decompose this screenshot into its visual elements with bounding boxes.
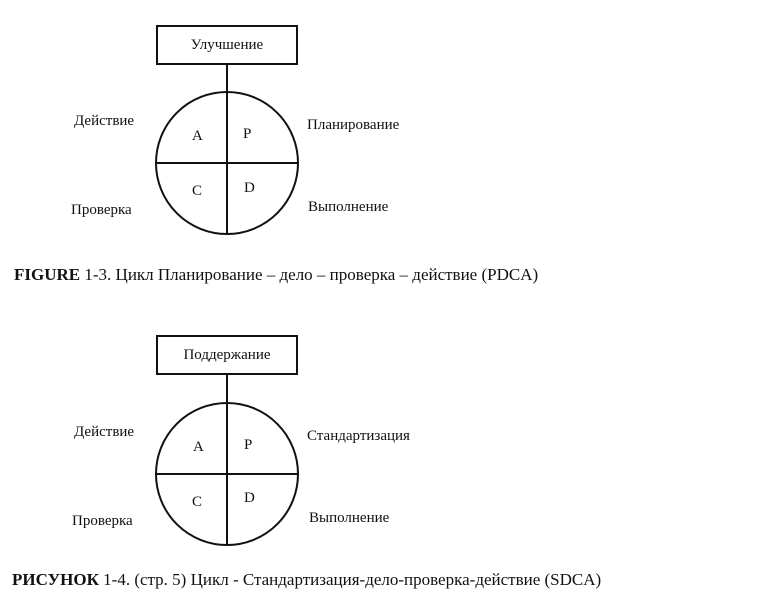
sdca-quadrant-a: A (193, 439, 204, 455)
figure-1-caption-text: 1-3. Цикл Планирование – дело – проверка – действие (PDCA) (80, 265, 539, 284)
pdca-quadrant-p: P (243, 126, 252, 142)
sdca-label-check: Проверка (72, 513, 133, 529)
figure-1-caption-prefix: FIGURE (14, 265, 81, 284)
pdca-label-plan: Планирование (307, 117, 400, 133)
pdca-quadrant-d: D (244, 180, 255, 196)
sdca-quadrant-d: D (244, 490, 255, 506)
pdca-label-act: Действие (74, 113, 135, 129)
figure-2-caption (12, 570, 601, 590)
figure-2-caption-text: 1-4. (стр. 5) Цикл - Стандартизация-дело-проверка-действие (SDCA) (98, 570, 602, 589)
sdca-quadrant-p: P (244, 437, 253, 453)
pdca-quadrant-a: A (192, 128, 203, 144)
figure-2-caption-prefix: РИСУНОК (12, 570, 99, 589)
sdca-quadrant-c: C (192, 494, 203, 510)
maintenance-label: Поддержание (183, 346, 271, 363)
sdca-label-do: Выполнение (309, 510, 390, 526)
pdca-label-do: Выполнение (308, 199, 389, 215)
pdca-quadrant-c: C (192, 183, 203, 199)
pdca-label-check: Проверка (71, 202, 132, 218)
improvement-label: Улучшение (190, 36, 264, 53)
sdca-label-act: Действие (74, 424, 135, 440)
sdca-label-standardize: Стандартизация (307, 428, 410, 444)
